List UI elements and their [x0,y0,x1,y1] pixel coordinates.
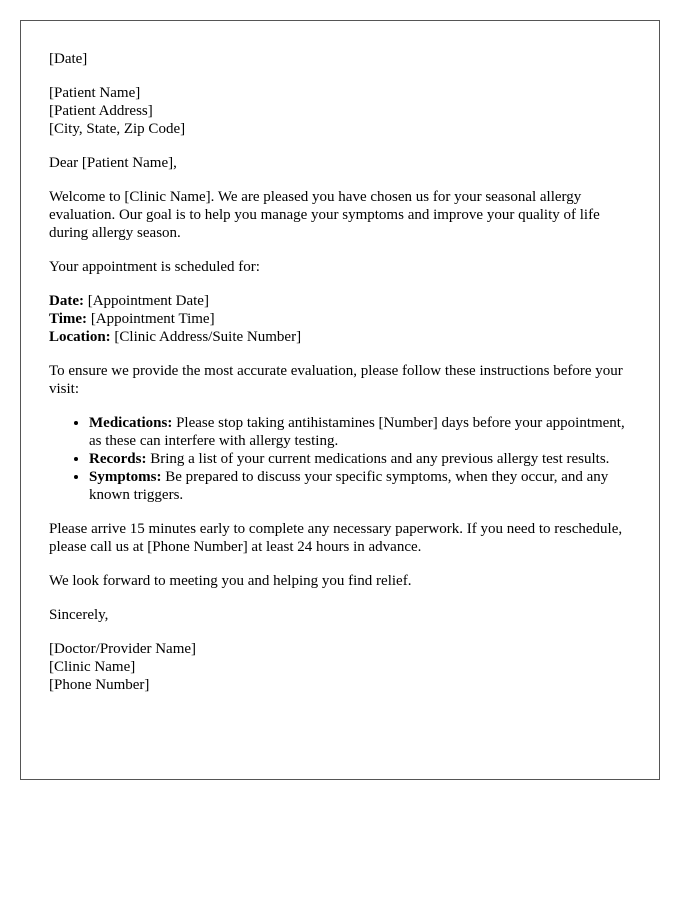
instruction-label: Records: [89,451,147,467]
appointment-location-value: [Clinic Address/Suite Number] [110,329,302,345]
instruction-item-medications [89,414,631,450]
appointment-time-label: Time: [49,311,88,327]
closing-paragraph: We look forward to meeting you and helping you find relief. [49,573,412,589]
instruction-label: Symptoms: [89,469,162,485]
instructions-intro: To ensure we provide the most accurate evaluation, please follow these instructions before your visit: [49,363,623,397]
signature-block [49,640,631,694]
recipient-address-block [49,84,631,138]
appointment-location-label: Location: [49,329,111,345]
instructions-list [49,414,631,504]
scheduled-text: Your appointment is scheduled for: [49,259,260,275]
letter-page [20,20,660,780]
appointment-time-value: [Appointment Time] [87,311,215,327]
appointment-date-value: [Appointment Date] [83,293,209,309]
arrival-paragraph: Please arrive 15 minutes early to complete any necessary paperwork. If you need to reschedule, please call us at [Phone Number] at least 24 hours in advance. [49,521,623,555]
intro-paragraph: Welcome to [Clinic Name]. We are pleased you have chosen us for your seasonal allergy evaluation. Our goal is to help you manage your symptoms and improve your quality of life during allergy season. [49,189,600,241]
recipient-address: [Patient Address] [49,103,153,119]
signature-provider: [Doctor/Provider Name] [49,641,197,657]
instruction-label: Medications: [89,415,173,431]
instruction-text: Please stop taking antihistamines [Number] days before your appointment, as these can interfere with allergy testing. [89,415,625,449]
recipient-name: [Patient Name] [49,85,141,101]
appointment-time-line [49,310,631,328]
sign-off: Sincerely, [49,607,109,623]
appointment-date-line [49,292,631,310]
recipient-city-state-zip: [City, State, Zip Code] [49,121,186,137]
instruction-item-symptoms [89,468,631,504]
signature-phone: [Phone Number] [49,677,150,693]
signature-clinic: [Clinic Name] [49,659,136,675]
letter-date: [Date] [49,51,88,67]
appointment-location-line [49,328,631,346]
salutation: Dear [Patient Name], [49,155,177,171]
appointment-date-label: Date: [49,293,84,309]
appointment-details [49,292,631,346]
instruction-item-records [89,450,631,468]
instruction-text: Bring a list of your current medications and any previous allergy test results. [146,451,610,467]
instruction-text: Be prepared to discuss your specific symptoms, when they occur, and any known triggers. [89,469,609,503]
